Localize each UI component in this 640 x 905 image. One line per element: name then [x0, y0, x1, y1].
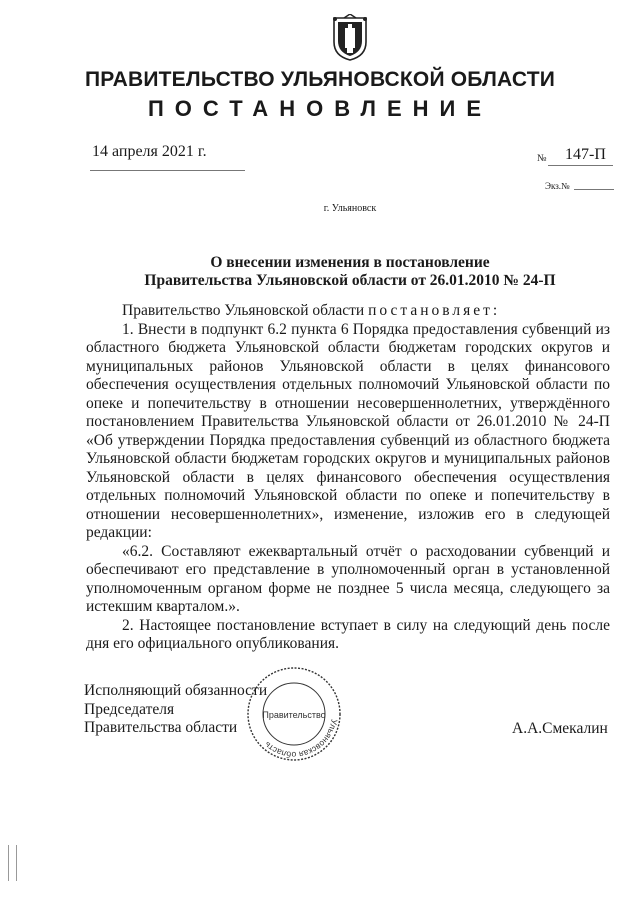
preamble [86, 302, 610, 321]
scan-margin-mark [8, 845, 17, 881]
signatory-name: А.А.Смекалин [512, 720, 608, 737]
coat-of-arms-icon [330, 14, 370, 62]
signatory-line-3: Правительства области [84, 719, 238, 736]
paragraph-1: 1. Внести в подпункт 6.2 пункта 6 Порядка предоставления субвенций из областного бюджета Ульяновской области бюджетам городских округов и муниципальных районов Ульяновской области в целях финансового обеспечения осуществления отдельных полномочий Ульяновской области по опеке и попечительству в отношении несовершеннолетних, утверждённого постановлением Правительства Ульяновской области от 26.01.2010 № 24-П «Об утверждении Порядка предоставления субвенций из областного бюджета Ульяновской области бюджетам городских округов и муниципальных районов Ульяновской области в целях финансового обеспечения осуществления отдельных полномочий Ульяновской области по опеке и попечительству в отношении несовершеннолетних», изменение, изложив его в следующей редакции: [86, 320, 610, 541]
number-sign: № [537, 153, 547, 164]
signatory-position [84, 682, 267, 738]
subject-line-1: О внесении изменения в постановление [210, 254, 490, 271]
paragraph-3: 2. Настоящее постановление вступает в силу на следующий день после дня его официального опубликования. [86, 616, 610, 652]
number-underline [548, 165, 613, 166]
government-title: ПРАВИТЕЛЬСТВО УЛЬЯНОВСКОЙ ОБЛАСТИ [84, 68, 556, 91]
document-body [86, 302, 610, 654]
seal-inner-text: Правительство [262, 710, 326, 720]
seal-outer-text: Ульяновская область [262, 718, 340, 761]
date-underline [90, 170, 245, 171]
copy-number-underline [574, 189, 614, 190]
paragraph-2: «6.2. Составляют ежеквартальный отчёт о расходовании субвенций и обеспечивают его представление в уполномоченный орган в установленной уполномоченным органом форме не позднее 5 числа месяца, следующего за истекшим кварталом.». [86, 542, 610, 615]
signatory-line-1: Исполняющий обязанности [84, 682, 268, 699]
subject-line-2: Правительства Ульяновской области от 26.01.2010 № 24-П [144, 272, 556, 289]
document-date: 14 апреля 2021 г. [92, 143, 207, 160]
city: г. Ульяновск [323, 203, 377, 214]
document-type: ПОСТАНОВЛЕНИЕ [147, 96, 493, 121]
signatory-line-2: Председателя [84, 700, 175, 718]
official-seal [244, 664, 344, 764]
preamble-decree-word: постановляет: [368, 302, 501, 319]
preamble-text: Правительство Ульяновской области [122, 302, 369, 319]
copy-number-label: Экз.№ [545, 181, 570, 191]
document-number: 147-П [565, 146, 606, 163]
